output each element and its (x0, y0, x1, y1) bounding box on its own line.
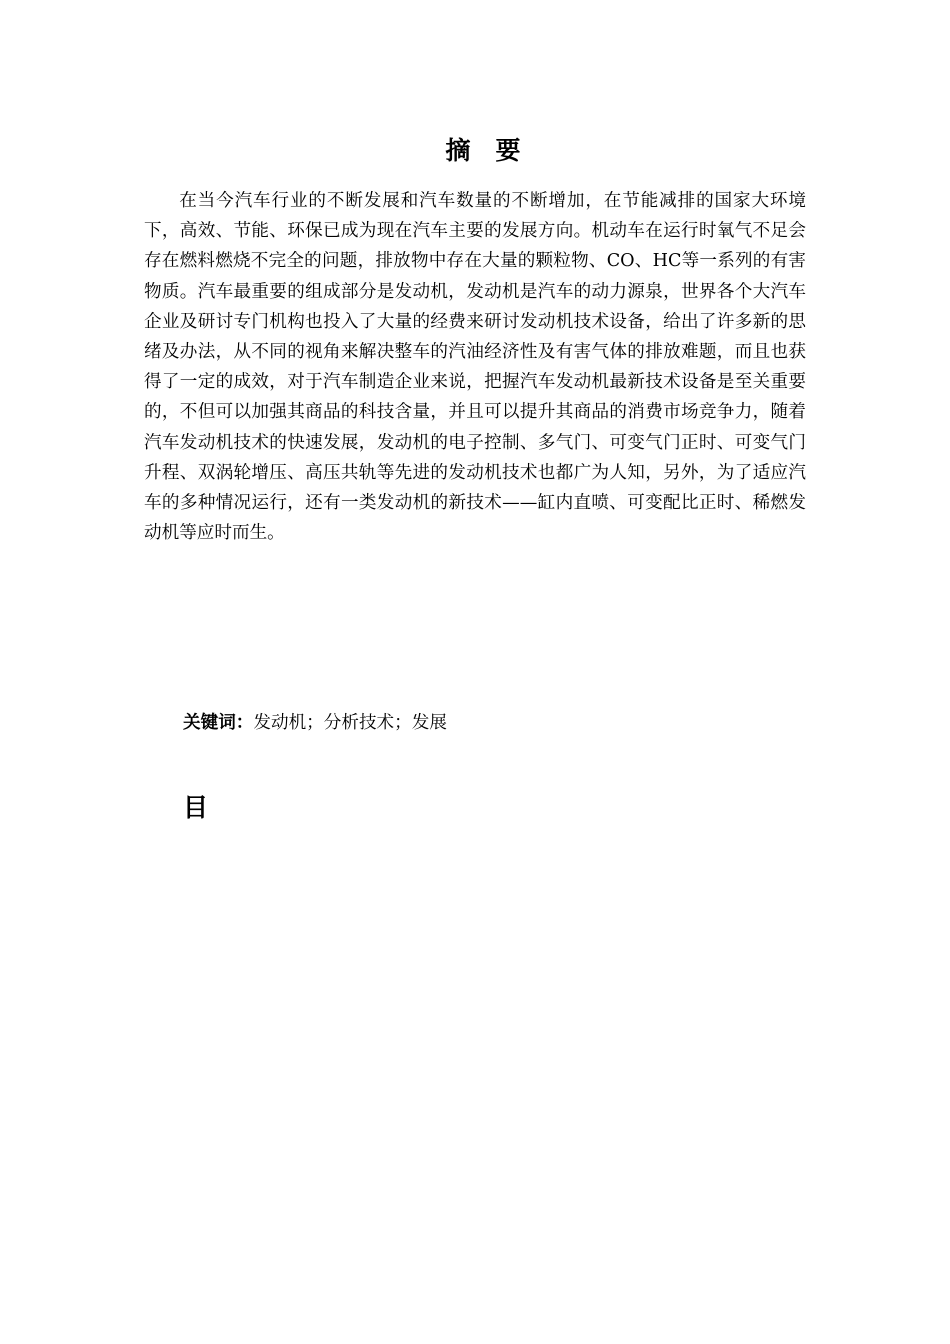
abstract-body: 在当今汽车行业的不断发展和汽车数量的不断增加，在节能减排的国家大环境下，高效、节能、环保已成为现在汽车主要的发展方向。机动车在运行时氧气不足会存在燃料燃烧不完全的问题，排放物中存在大量的颗粒物、CO、HC等一系列的有害物质。汽车最重要的组成部分是发动机，发动机是汽车的动力源泉，世界各个大汽车企业及研讨专门机构也投入了大量的经费来研讨发动机技术设备，给出了许多新的思绪及办法，从不同的视角来解决整车的汽油经济性及有害气体的排放难题，而且也获得了一定的成效，对于汽车制造企业来说，把握汽车发动机最新技术设备是至关重要的，不但可以加强其商品的科技含量，并且可以提升其商品的消费市场竞争力，随着汽车发动机技术的快速发展，发动机的电子控制、多气门、可变气门正时、可变气门升程、双涡轮增压、高压共轨等先进的发动机技术也都广为人知，另外，为了适应汽车的多种情况运行，还有一类发动机的新技术——缸内直喷、可变配比正时、稀燃发动机等应时而生。 (144, 191, 806, 544)
keywords-value: 发动机；分析技术；发展 (253, 713, 447, 733)
keywords-label: 关键词： (183, 713, 254, 733)
toc-heading: 目 (183, 793, 209, 822)
abstract-title: 摘 要 (445, 136, 521, 165)
keywords-line (183, 709, 447, 737)
